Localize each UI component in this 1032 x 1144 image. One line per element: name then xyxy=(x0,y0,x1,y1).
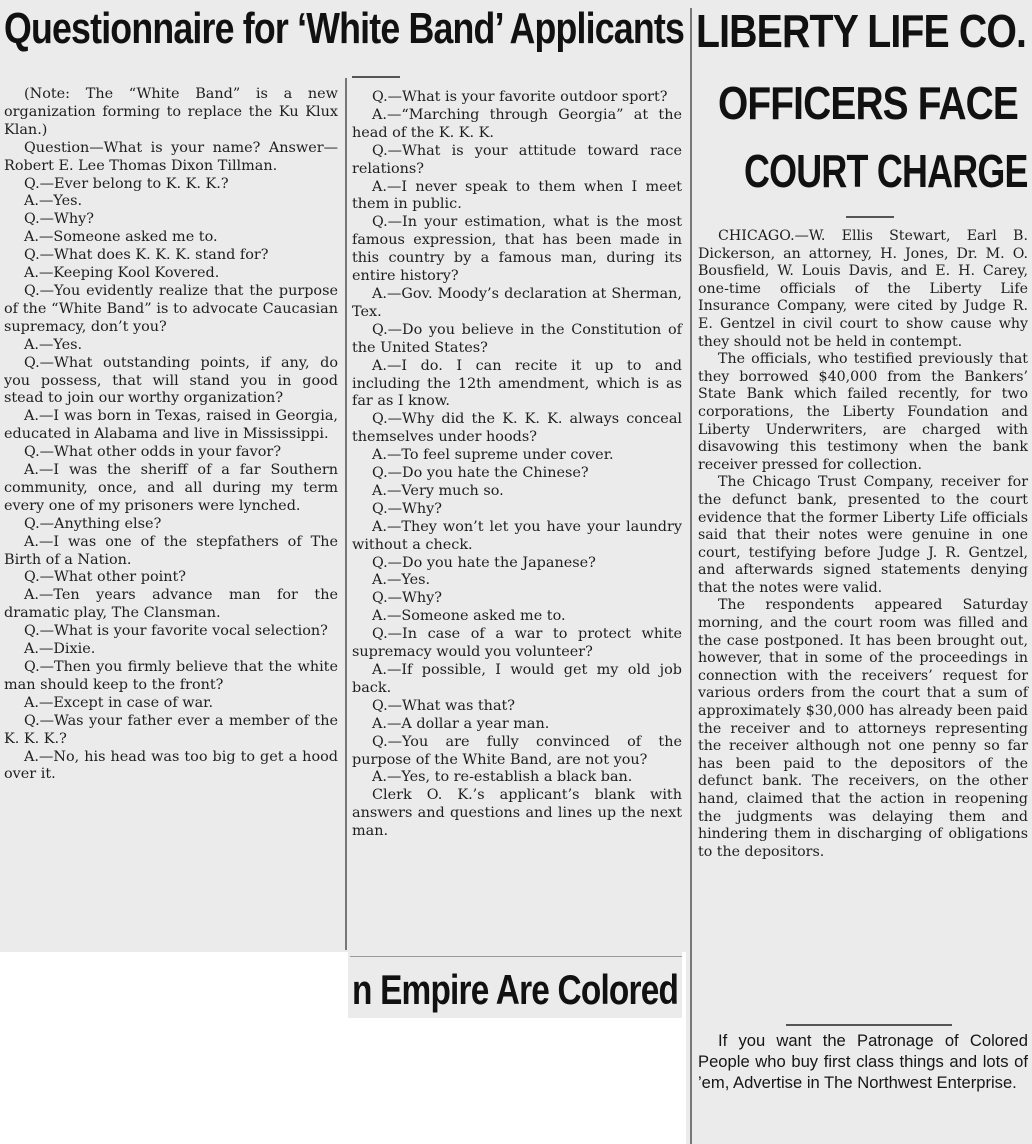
questionnaire-paragraph: A.—I was the sheriff of a far Southern community, once, and all during my term every one of my prisoners were lynched. xyxy=(4,462,338,514)
questionnaire-paragraph: A.—Someone asked me to. xyxy=(24,229,218,246)
questionnaire-paragraph: Q.—Then you firmly believe that the white man should keep to the front? xyxy=(4,659,338,693)
questionnaire-paragraph: A.—Yes. xyxy=(24,336,83,353)
questionnaire-paragraph: Q.—In your estimation, what is the most famous expression, that has been made in this country by a famous man, during its entire history? xyxy=(352,214,682,285)
questionnaire-paragraph: A.—A dollar a year man. xyxy=(372,715,550,732)
questionnaire-paragraph: A.—Yes, to re-establish a black ban. xyxy=(372,769,633,786)
questionnaire-paragraph: Question—What is your name? Answer—Robert E. Lee Thomas Dixon Tillman. xyxy=(4,139,338,174)
questionnaire-paragraph: Q.—Why? xyxy=(372,500,442,517)
questionnaire-paragraph: Q.—What is your favorite outdoor sport? xyxy=(372,89,668,105)
article-paragraph: CHICAGO.—W. Ellis Stewart, Earl B. Dickerson, an attorney, H. Jones, Dr. M. O. Bousfield, W. Louis Davis, and E. H. Carey, one-time officials of the Liberty Life Insurance Company, were cited by Judge R. E. Gentzel in civil court to show cause why they should not be held in contempt. xyxy=(698,228,1028,350)
questionnaire-paragraph: Q.—Ever belong to K. K. K.? xyxy=(24,175,229,192)
liberty-article-body xyxy=(698,228,1028,861)
questionnaire-paragraph: Q.—Why did the K. K. K. always conceal themselves under hoods? xyxy=(352,411,682,446)
liberty-headline-line-2: OFFICERS FACE xyxy=(718,77,1019,129)
questionnaire-paragraph: A.—Keeping Kool Kovered. xyxy=(24,265,220,282)
questionnaire-paragraph: A.—Ten years advance man for the dramatic play, The Clansman. xyxy=(4,587,338,622)
questionnaire-column-middle xyxy=(352,89,682,841)
questionnaire-paragraph: Q.—Do you hate the Japanese? xyxy=(372,554,596,571)
advertisement xyxy=(698,1030,1028,1093)
questionnaire-column-left xyxy=(4,86,338,784)
questionnaire-paragraph: Q.—Anything else? xyxy=(24,515,162,532)
column-divider-middle xyxy=(345,78,347,950)
empire-headline: n Empire Are Colored xyxy=(352,966,679,1013)
questionnaire-paragraph: A.—To feel supreme under cover. xyxy=(372,447,614,464)
questionnaire-paragraph: A.—I was one of the stepfathers of The Birth of a Nation. xyxy=(4,533,338,568)
questionnaire-paragraph: A.—Except in case of war. xyxy=(24,694,214,711)
questionnaire-paragraph: Q.—What is your favorite vocal selection? xyxy=(24,623,328,640)
questionnaire-paragraph: Q.—You are fully convinced of the purpose of the White Band, are not you? xyxy=(352,733,682,768)
advertisement-text: If you want the Patronage of Colored People who buy first class things and lots of ’em, Advertise in The Northwest Enterprise. xyxy=(698,1031,1028,1092)
questionnaire-paragraph: Q.—What was that? xyxy=(372,697,516,714)
questionnaire-paragraph: A.—Very much so. xyxy=(372,482,504,499)
liberty-headline-line-3: COURT CHARGE xyxy=(744,145,1028,197)
questionnaire-paragraph: Q.—Why? xyxy=(372,590,442,607)
article-paragraph: The Chicago Trust Company, receiver for the defunct bank, presented to the court evidence that the former Liberty Life officials said that their notes were genuine in one court, testifying before Judge J. R. Gentzel, and afterwards signed statements denying that the notes were valid. xyxy=(698,474,1028,596)
liberty-headline-line-1: LIBERTY LIFE CO. xyxy=(696,5,1027,57)
questionnaire-paragraph: A.—I never speak to them when I meet them in public. xyxy=(352,178,682,213)
questionnaire-paragraph: Q.—Do you believe in the Constitution of the United States? xyxy=(352,321,682,356)
questionnaire-paragraph: Clerk O. K.’s applicant’s blank with answers and questions and lines up the next man. xyxy=(352,787,682,840)
questionnaire-paragraph: A.—Dixie. xyxy=(24,641,96,658)
questionnaire-paragraph: A.—Gov. Moody’s declaration at Sherman, Tex. xyxy=(352,285,682,320)
questionnaire-paragraph: Q.—What does K. K. K. stand for? xyxy=(24,247,269,264)
questionnaire-paragraph: (Note: The “White Band” is a new organization forming to replace the Ku Klux Klan.) xyxy=(4,86,338,138)
questionnaire-paragraph: Q.—What other point? xyxy=(24,569,186,586)
questionnaire-paragraph: A.—If possible, I would get my old job back. xyxy=(352,662,682,696)
questionnaire-paragraph: A.—I do. I can recite it up to and including the 12th amendment, which is as far as I know. xyxy=(352,357,682,410)
empire-top-rule xyxy=(350,956,682,957)
questionnaire-paragraph: Q.—Was your father ever a member of the K. K. K.? xyxy=(4,712,338,747)
questionnaire-paragraph: A.—Yes. xyxy=(372,572,431,589)
questionnaire-paragraph: Q.—What other odds in your favor? xyxy=(24,444,282,461)
questionnaire-paragraph: Q.—In case of a war to protect white supremacy would you volunteer? xyxy=(352,626,682,661)
liberty-article-rule xyxy=(846,216,894,218)
advertisement-rule xyxy=(786,1024,952,1026)
questionnaire-paragraph: Q.—What is your attitude toward race relations? xyxy=(352,142,682,177)
article-paragraph: The respondents appeared Saturday morning, and the court room was filled and the case postponed. It has been brought out, however, that in some of the proceedings in connection with the receivers’ request for various orders from the court that a sum of approximately $30,000 has already been paid the receiver and to attorneys representing the receiver although not one penny so far has been paid to the depositors of the defunct bank. The receivers, on the other hand, claimed that the action in reopening the judgments was delaying them and hindering them in discharging of obligations to the depositors. xyxy=(698,597,1028,860)
questionnaire-paragraph: A.—“Marching through Georgia” at the head of the K. K. K. xyxy=(352,106,682,141)
questionnaire-paragraph: Q.—Do you hate the Chinese? xyxy=(372,465,589,482)
column-divider-right xyxy=(690,8,692,1144)
questionnaire-paragraph: A.—They won’t let you have your laundry without a check. xyxy=(352,518,682,553)
questionnaire-paragraph: A.—No, his head was too big to get a hood over it. xyxy=(4,748,338,783)
questionnaire-paragraph: A.—I was born in Texas, raised in Georgia, educated in Alabama and live in Mississippi. xyxy=(4,408,338,443)
questionnaire-paragraph: Q.—What outstanding points, if any, do you possess, that will stand you in good stead to join our worthy organization? xyxy=(4,354,338,407)
questionnaire-paragraph: A.—Yes. xyxy=(24,193,83,210)
article-paragraph: The officials, who testified previously that they borrowed $40,000 from the Bankers’ State Bank which failed recently, for two corporations, the Liberty Foundation and Liberty Underwriters, are charged with disavowing this testimony when the bank receiver pressed for collection. xyxy=(698,351,1028,473)
questionnaire-paragraph: Q.—Why? xyxy=(24,211,94,228)
questionnaire-paragraph: A.—Someone asked me to. xyxy=(372,608,566,625)
questionnaire-headline: Questionnaire for ‘White Band’ Applicants xyxy=(4,4,685,53)
middle-column-rule xyxy=(352,76,400,78)
questionnaire-paragraph: Q.—You evidently realize that the purpose of the “White Band” is to advocate Caucasian supremacy, don’t you? xyxy=(4,282,338,335)
